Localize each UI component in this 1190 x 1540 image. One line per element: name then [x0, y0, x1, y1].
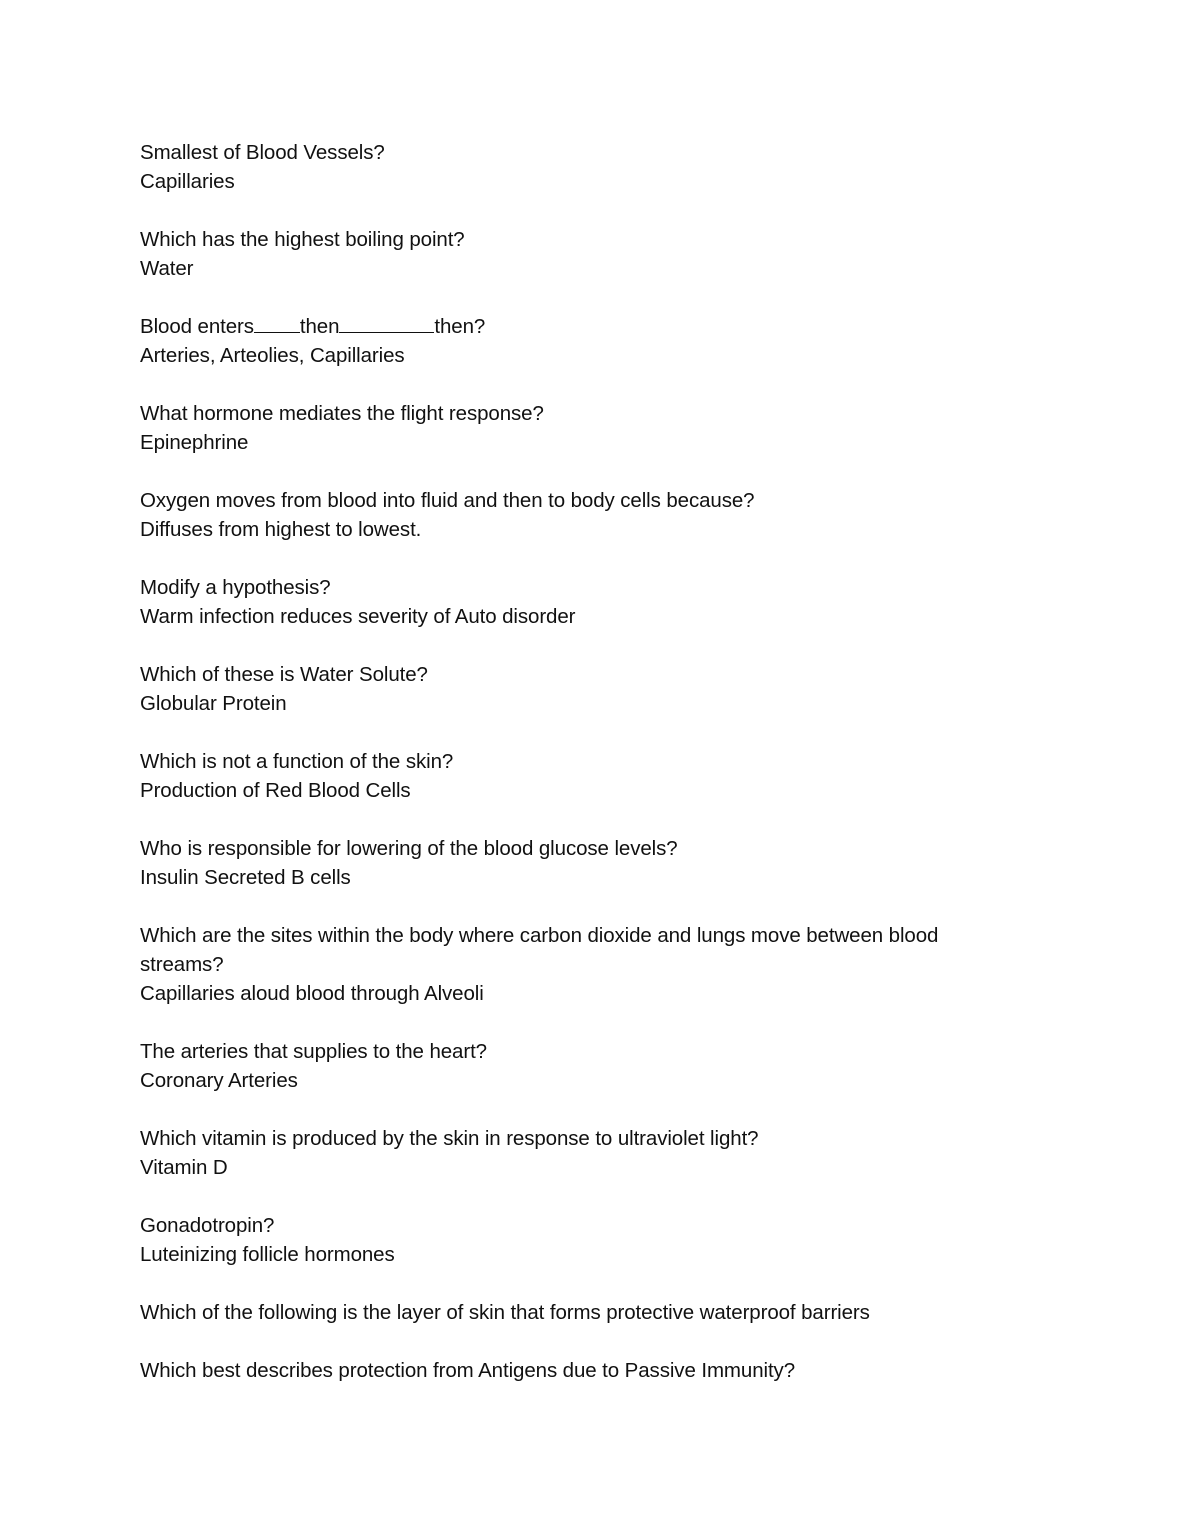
question-text: Which of the following is the layer of skin that forms protective waterproof barriers: [140, 1301, 870, 1324]
question-text: Who is responsible for lowering of the blood glucose levels?: [140, 837, 678, 860]
question-text-part: then: [299, 315, 340, 338]
question-text-part: then?: [434, 315, 486, 338]
question-text: The arteries that supplies to the heart?: [140, 1040, 487, 1063]
answer-text: Capillaries aloud blood through Alveoli: [140, 982, 484, 1005]
answer-text: Arteries, Arteolies, Capillaries: [140, 344, 405, 367]
qa-item: [140, 138, 1000, 196]
qa-item: [140, 660, 1000, 718]
question-text: Modify a hypothesis?: [140, 576, 331, 599]
question-text: Oxygen moves from blood into fluid and then to body cells because?: [140, 489, 755, 512]
qa-item: [140, 1124, 1000, 1182]
qa-item: [140, 834, 1000, 892]
answer-text: Water: [140, 257, 194, 280]
qa-item: [140, 747, 1000, 805]
qa-item: [140, 1356, 1000, 1385]
qa-item: [140, 399, 1000, 457]
qa-item: [140, 486, 1000, 544]
qa-item: [140, 921, 1000, 1008]
question-text-part: Blood enters: [140, 315, 254, 338]
question-text: Smallest of Blood Vessels?: [140, 141, 385, 164]
question-text: What hormone mediates the flight response?: [140, 402, 544, 425]
question-text: Which has the highest boiling point?: [140, 228, 465, 251]
qa-item: [140, 225, 1000, 283]
fill-in-blank: [339, 314, 434, 333]
answer-text: Vitamin D: [140, 1156, 228, 1179]
question-text: Gonadotropin?: [140, 1214, 275, 1237]
question-text: Which of these is Water Solute?: [140, 663, 428, 686]
question-text: Which vitamin is produced by the skin in response to ultraviolet light?: [140, 1127, 759, 1150]
answer-text: Globular Protein: [140, 692, 287, 715]
fill-in-blank: [254, 314, 300, 333]
answer-text: Epinephrine: [140, 431, 249, 454]
answer-text: Luteinizing follicle hormones: [140, 1243, 395, 1266]
question-text: Which is not a function of the skin?: [140, 750, 454, 773]
question-text: Which are the sites within the body where carbon dioxide and lungs move between blood streams?: [140, 924, 939, 976]
qa-item: [140, 1037, 1000, 1095]
question-text: [140, 312, 1000, 341]
qa-item: [140, 1211, 1000, 1269]
answer-text: Warm infection reduces severity of Auto disorder: [140, 605, 576, 628]
answer-text: Diffuses from highest to lowest.: [140, 518, 422, 541]
question-text: Which best describes protection from Antigens due to Passive Immunity?: [140, 1359, 796, 1382]
answer-text: Insulin Secreted B cells: [140, 866, 351, 889]
answer-text: Capillaries: [140, 170, 235, 193]
answer-text: Coronary Arteries: [140, 1069, 298, 1092]
qa-list: [140, 138, 1000, 1414]
qa-item: [140, 1298, 1000, 1327]
qa-item: [140, 312, 1000, 370]
answer-text: Production of Red Blood Cells: [140, 779, 411, 802]
qa-item: [140, 573, 1000, 631]
